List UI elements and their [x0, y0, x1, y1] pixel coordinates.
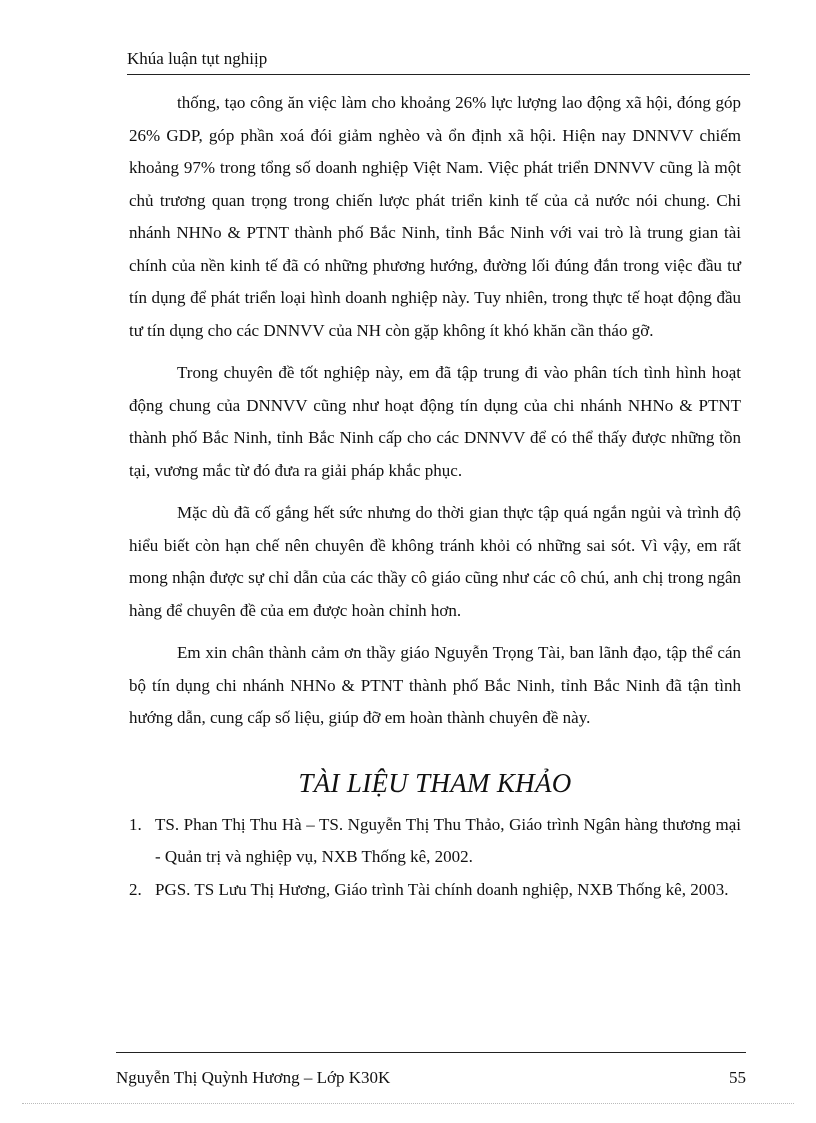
reference-text: TS. Phan Thị Thu Hà – TS. Nguyễn Thị Thu Thảo, Giáo trình Ngân hàng thương mại - Quản trị và nghiệp vụ, NXB Thống kê, 2002. — [155, 814, 741, 866]
page-number: 55 — [729, 1068, 746, 1087]
main-content — [129, 87, 741, 906]
footer-author: Nguyễn Thị Quỳnh Hương – Lớp K30K — [116, 1068, 391, 1087]
header-title: Khúa luận tụt nghiịp — [127, 49, 268, 68]
page-footer — [116, 1052, 746, 1089]
paragraph-3: Mặc dù đã cố gắng hết sức nhưng do thời gian thực tập quá ngắn ngủi và trình độ hiểu biết còn hạn chế nên chuyên đề không tránh khỏi có những sai sót. Vì vậy, em rất mong nhận được sự chỉ dẫn của các thầy cô giáo cũng như các cô chú, anh chị trong ngân hàng để chuyên đề của em được hoàn chỉnh hơn. — [129, 503, 741, 620]
page-header — [127, 48, 750, 75]
paragraph-1: thống, tạo công ăn việc làm cho khoảng 26% lực lượng lao động xã hội, đóng góp 26% GDP, góp phần xoá đói giảm nghèo và ổn định xã hội. Hiện nay DNNVV chiếm khoảng 97% trong tổng số doanh nghiệp Việt Nam. Việc phát triển DNNVV cũng là một chủ trương quan trọng trong chiến lược phát triển kinh tế của cả nước nói chung. Chi nhánh NHNo & PTNT thành phố Bắc Ninh, tỉnh Bắc Ninh với vai trò là trung gian tài chính của nền kinh tế đã có những phương hướng, đường lối đúng đắn trong việc đầu tư tín dụng để phát triển loại hình doanh nghiệp này. Tuy nhiên, trong thực tế hoạt động đầu tư tín dụng cho các DNNVV của NH còn gặp không ít khó khăn cần tháo gỡ. — [129, 93, 741, 340]
paragraph-2: Trong chuyên đề tốt nghiệp này, em đã tập trung đi vào phân tích tình hình hoạt động chung của DNNVV cũng như hoạt động tín dụng của chi nhánh NHNo & PTNT thành phố Bắc Ninh, tỉnh Bắc Ninh cấp cho các DNNVV để có thể thấy được những tồn tại, vương mắc từ đó đưa ra giải pháp khắc phục. — [129, 363, 741, 480]
paragraph-4: Em xin chân thành cảm ơn thầy giáo Nguyễn Trọng Tài, ban lãnh đạo, tập thể cán bộ tín dụng chi nhánh NHNo & PTNT thành phố Bắc Ninh, tỉnh Bắc Ninh đã tận tình hướng dẫn, cung cấp số liệu, giúp đỡ em hoàn thành chuyên đề này. — [129, 643, 741, 727]
reference-item — [129, 874, 741, 907]
page-edge-divider — [22, 1103, 794, 1104]
reference-text: PGS. TS Lưu Thị Hương, Giáo trình Tài chính doanh nghiệp, NXB Thống kê, 2003. — [155, 879, 729, 899]
reference-number: 2. — [129, 879, 142, 899]
reference-number: 1. — [129, 814, 142, 834]
references-list — [129, 809, 741, 907]
references-title: TÀI LIỆU THAM KHẢO — [298, 767, 572, 798]
reference-item — [129, 809, 741, 874]
